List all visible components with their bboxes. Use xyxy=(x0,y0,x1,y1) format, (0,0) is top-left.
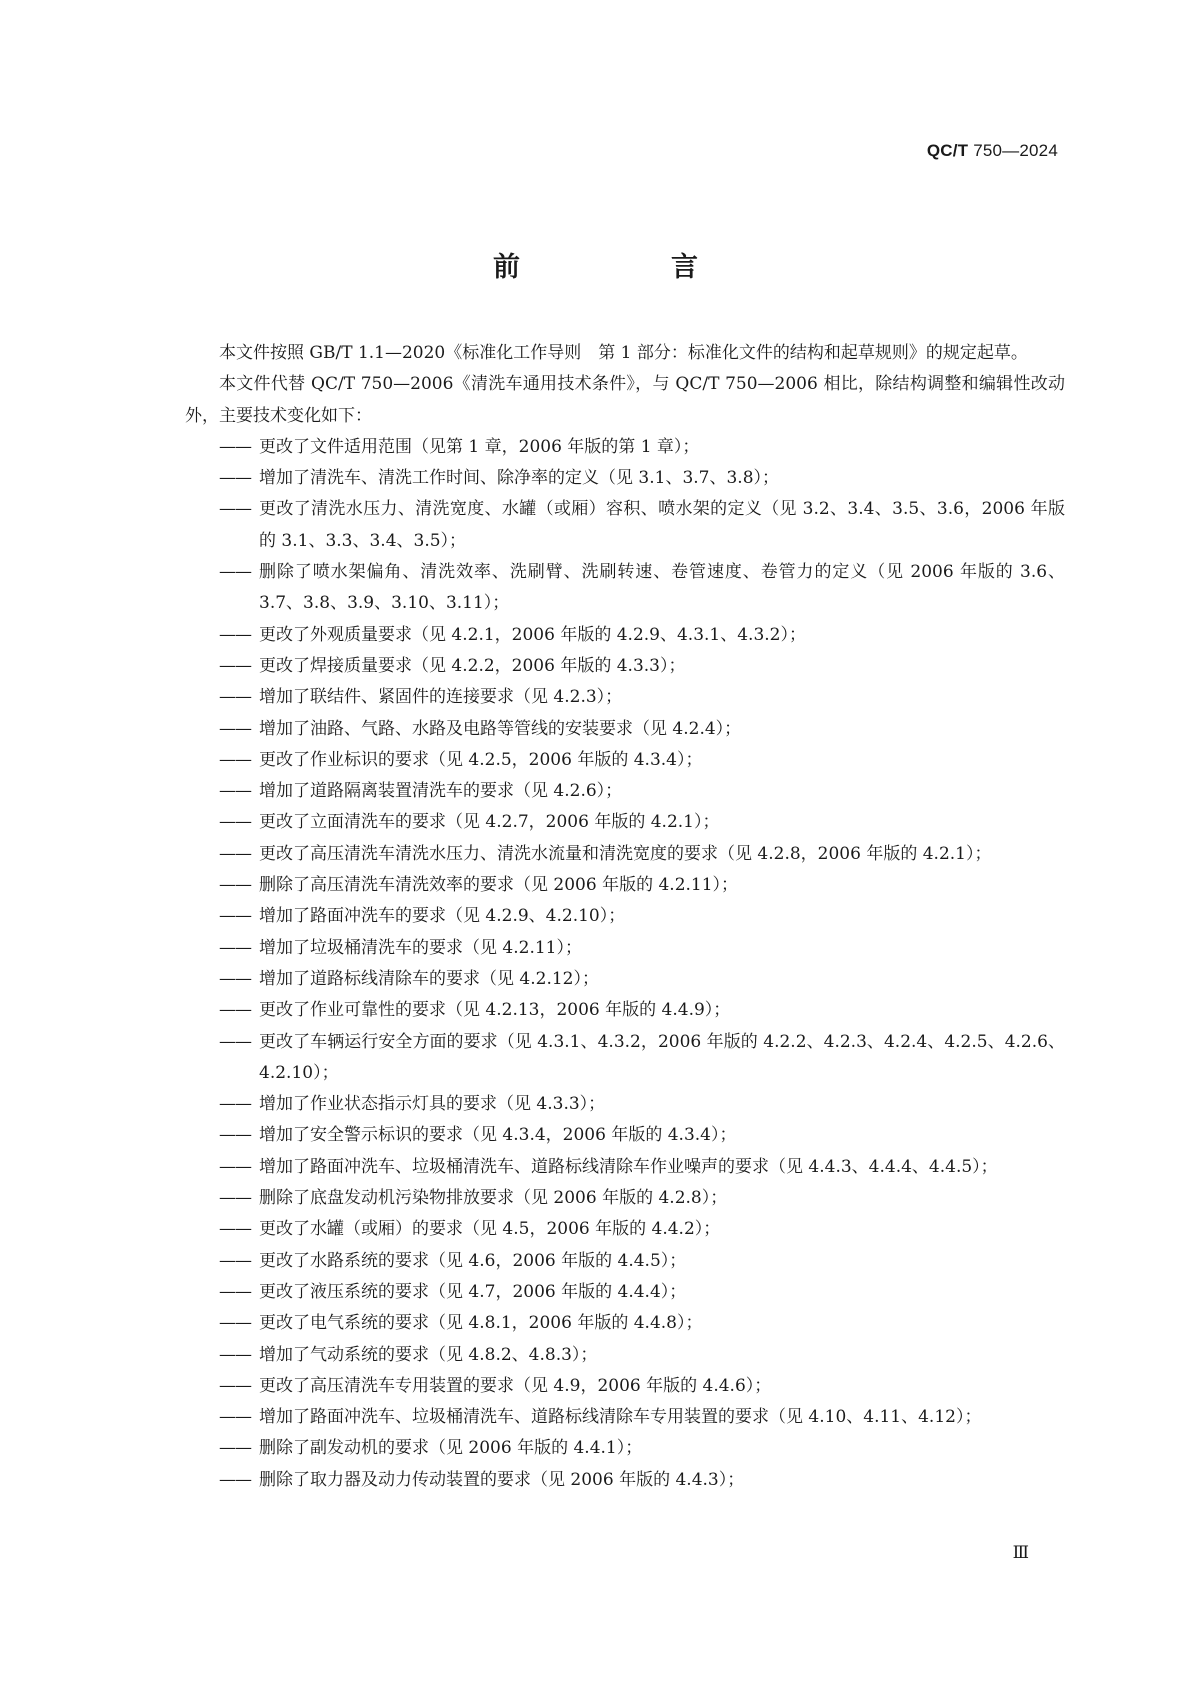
change-item-text: 更改了水路系统的要求（见 4.6，2006 年版的 4.4.5）； xyxy=(259,1250,687,1271)
list-dash: —— xyxy=(219,687,251,708)
change-item xyxy=(185,933,1065,964)
change-item xyxy=(185,1246,1065,1277)
change-item xyxy=(185,964,1065,995)
change-item xyxy=(185,1152,1065,1183)
change-item-text: 更改了高压清洗车专用装置的要求（见 4.9，2006 年版的 4.4.6）； xyxy=(259,1375,772,1396)
list-dash: —— xyxy=(219,875,251,896)
list-dash: —— xyxy=(219,968,251,989)
change-item xyxy=(185,682,1065,713)
change-item-text: 增加了安全警示标识的要求（见 4.3.4，2006 年版的 4.3.4）； xyxy=(259,1125,737,1146)
list-dash: —— xyxy=(219,1438,251,1459)
change-item xyxy=(185,494,1065,557)
change-item xyxy=(185,1214,1065,1245)
change-item-text: 更改了文件适用范围（见第 1 章，2006 年版的第 1 章）； xyxy=(259,436,700,457)
change-item xyxy=(185,1027,1065,1090)
change-item-text: 更改了清洗水压力、清洗宽度、水罐（或厢）容积、喷水架的定义（见 3.2、3.4、3.5、3.6，2006 年版的 3.1、3.3、3.4、3.5）； xyxy=(259,499,1065,551)
change-item-text: 更改了作业标识的要求（见 4.2.5，2006 年版的 4.3.4）； xyxy=(259,749,703,770)
standard-code-header xyxy=(927,141,1058,161)
change-item xyxy=(185,1433,1065,1464)
change-item-text: 删除了取力器及动力传动装置的要求（见 2006 年版的 4.4.3）； xyxy=(259,1469,745,1490)
change-item-text: 删除了底盘发动机污染物排放要求（见 2006 年版的 4.2.8）； xyxy=(259,1188,728,1209)
change-item-text: 增加了清洗车、清洗工作时间、除净率的定义（见 3.1、3.7、3.8）； xyxy=(259,468,780,489)
change-item-text: 增加了道路标线清除车的要求（见 4.2.12）； xyxy=(259,968,599,989)
list-dash: —— xyxy=(219,1344,251,1365)
change-item-text: 更改了液压系统的要求（见 4.7，2006 年版的 4.4.4）； xyxy=(259,1281,687,1302)
list-dash: —— xyxy=(219,1156,251,1177)
change-item xyxy=(185,432,1065,463)
list-dash: —— xyxy=(219,1407,251,1428)
list-dash: —— xyxy=(219,749,251,770)
change-item xyxy=(185,1340,1065,1371)
change-item xyxy=(185,1089,1065,1120)
change-item xyxy=(185,870,1065,901)
change-item-text: 增加了垃圾桶清洗车的要求（见 4.2.11）； xyxy=(259,937,582,958)
change-item xyxy=(185,557,1065,620)
change-item-text: 更改了高压清洗车清洗水压力、清洗水流量和清洗宽度的要求（见 4.2.8，2006 年版的 4.2.1）； xyxy=(259,843,992,864)
drafting-rules-paragraph: 本文件按照 GB/T 1.1—2020《标准化工作导则 第 1 部分：标准化文件的结构和起草规则》的规定起草。 xyxy=(219,343,1028,363)
list-dash: —— xyxy=(219,1125,251,1146)
foreword-title: 前 言 xyxy=(493,252,760,283)
change-item xyxy=(185,745,1065,776)
list-dash: —— xyxy=(219,781,251,802)
list-dash: —— xyxy=(219,562,251,583)
change-item xyxy=(185,901,1065,932)
change-item xyxy=(185,1120,1065,1151)
change-item-text: 增加了油路、气路、水路及电路等管线的安装要求（见 4.2.4）； xyxy=(259,718,742,739)
change-item xyxy=(185,1465,1065,1496)
list-dash: —— xyxy=(219,1188,251,1209)
change-item-text: 删除了高压清洗车清洗效率的要求（见 2006 年版的 4.2.11）； xyxy=(259,875,739,896)
list-dash: —— xyxy=(219,1250,251,1271)
standard-code-number: 750—2024 xyxy=(973,141,1058,160)
change-item-text: 增加了道路隔离装置清洗车的要求（见 4.2.6）； xyxy=(259,781,623,802)
change-item-text: 增加了联结件、紧固件的连接要求（见 4.2.3）； xyxy=(259,687,623,708)
change-item-text: 更改了外观质量要求（见 4.2.1，2006 年版的 4.2.9、4.3.1、4.3.2）； xyxy=(259,624,806,645)
change-item-text: 更改了立面清洗车的要求（见 4.2.7，2006 年版的 4.2.1）； xyxy=(259,812,720,833)
list-dash: —— xyxy=(219,906,251,927)
list-dash: —— xyxy=(219,1000,251,1021)
list-dash: —— xyxy=(219,1313,251,1334)
list-dash: —— xyxy=(219,1375,251,1396)
list-dash: —— xyxy=(219,1031,251,1052)
list-dash: —— xyxy=(219,1469,251,1490)
technical-changes-list xyxy=(185,432,1065,1496)
change-item-text: 删除了副发动机的要求（见 2006 年版的 4.4.1）； xyxy=(259,1438,643,1459)
change-item xyxy=(185,995,1065,1026)
change-item-text: 更改了作业可靠性的要求（见 4.2.13，2006 年版的 4.4.9）； xyxy=(259,1000,731,1021)
standard-code-prefix: QC/T xyxy=(926,141,969,160)
list-dash: —— xyxy=(219,1281,251,1302)
change-item xyxy=(185,651,1065,682)
change-item-text: 增加了路面冲洗车、垃圾桶清洗车、道路标线清除车专用装置的要求（见 4.10、4.11、4.12）； xyxy=(259,1407,982,1428)
change-item-text: 增加了作业状态指示灯具的要求（见 4.3.3）； xyxy=(259,1094,606,1115)
change-item xyxy=(185,776,1065,807)
list-dash: —— xyxy=(219,1219,251,1240)
change-item xyxy=(185,1402,1065,1433)
change-item xyxy=(185,1183,1065,1214)
list-dash: —— xyxy=(219,624,251,645)
change-item xyxy=(185,1371,1065,1402)
list-dash: —— xyxy=(219,937,251,958)
list-dash: —— xyxy=(219,1094,251,1115)
change-item xyxy=(185,620,1065,651)
foreword-body xyxy=(185,338,1065,1496)
replacement-paragraph: 本文件代替 QC/T 750—2006《清洗车通用技术条件》，与 QC/T 750—2006 相比，除结构调整和编辑性改动外，主要技术变化如下： xyxy=(185,374,1065,426)
change-item xyxy=(185,1277,1065,1308)
change-item xyxy=(185,839,1065,870)
change-item-text: 增加了路面冲洗车、垃圾桶清洗车、道路标线清除车作业噪声的要求（见 4.4.3、4.4.4、4.4.5）； xyxy=(259,1156,998,1177)
list-dash: —— xyxy=(219,812,251,833)
change-item-text: 增加了路面冲洗车的要求（见 4.2.9、4.2.10）； xyxy=(259,906,626,927)
change-item-text: 更改了电气系统的要求（见 4.8.1，2006 年版的 4.4.8）； xyxy=(259,1313,703,1334)
change-item-text: 删除了喷水架偏角、清洗效率、洗刷臂、洗刷转速、卷管速度、卷管力的定义（见 2006 年版的 3.6、3.7、3.8、3.9、3.10、3.11）； xyxy=(259,562,1065,614)
change-item-text: 更改了焊接质量要求（见 4.2.2，2006 年版的 4.3.3）； xyxy=(259,655,686,676)
change-item xyxy=(185,714,1065,745)
change-item xyxy=(185,463,1065,494)
list-dash: —— xyxy=(219,436,251,457)
change-item-text: 增加了气动系统的要求（见 4.8.2、4.8.3）； xyxy=(259,1344,598,1365)
change-item xyxy=(185,807,1065,838)
change-item-text: 更改了水罐（或厢）的要求（见 4.5，2006 年版的 4.4.2）； xyxy=(259,1219,721,1240)
page-number: Ⅲ xyxy=(1012,1543,1029,1563)
change-item xyxy=(185,1308,1065,1339)
list-dash: —— xyxy=(219,499,251,520)
list-dash: —— xyxy=(219,843,251,864)
list-dash: —— xyxy=(219,718,251,739)
list-dash: —— xyxy=(219,655,251,676)
list-dash: —— xyxy=(219,468,251,489)
change-item-text: 更改了车辆运行安全方面的要求（见 4.3.1、4.3.2，2006 年版的 4.2.2、4.2.3、4.2.4、4.2.5、4.2.6、4.2.10）； xyxy=(259,1031,1065,1083)
